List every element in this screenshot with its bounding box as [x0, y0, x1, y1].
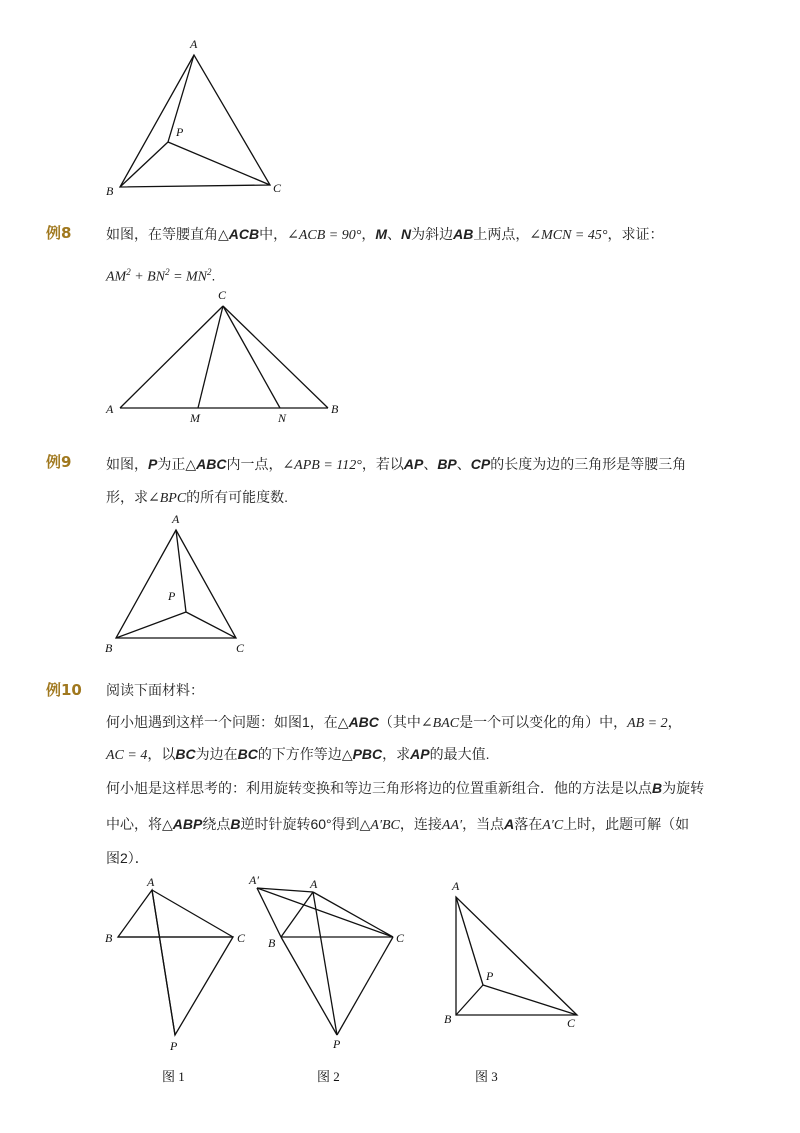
sup: 2 [126, 267, 131, 277]
label-b: B [105, 931, 113, 945]
text: 中心，将 [106, 816, 162, 832]
text: 上两点， [473, 226, 530, 242]
text: 为旋转 [662, 780, 705, 796]
math: CP [470, 456, 491, 472]
text: 为边在 [195, 746, 238, 762]
example-10-label: 例10 [46, 681, 82, 699]
label-b: B [444, 1012, 452, 1026]
math: P [148, 456, 158, 472]
text: 的长度为边的三角形是等腰三角 [490, 456, 687, 472]
math: M [375, 226, 387, 242]
math: ∠BAC [420, 716, 460, 731]
example-10-line-1: 阅读下面材料： [106, 682, 204, 698]
math: AM [106, 269, 127, 285]
math: B [652, 780, 663, 796]
math: A′C [542, 818, 564, 833]
text: 内一点， [226, 456, 283, 472]
sup: 2 [207, 267, 212, 277]
segment-cp [168, 142, 270, 185]
example-8-line-1 [106, 224, 663, 246]
text: ，以 [147, 746, 176, 762]
label-a: A [172, 512, 180, 526]
label-a: A [452, 879, 460, 893]
math: AP [403, 456, 424, 472]
text: 的所有可能度数. [186, 489, 289, 505]
example-10-line-5 [106, 814, 689, 836]
math: AB = 2 [627, 716, 668, 731]
text: 为斜边 [411, 226, 454, 242]
math: AB [453, 226, 474, 242]
figure-2 [245, 870, 420, 1090]
example-10-line-3 [106, 744, 489, 766]
figure-3 [440, 870, 600, 1090]
triangle-abc [120, 55, 270, 187]
segment-ac [152, 890, 233, 937]
example-9-line-2 [106, 487, 288, 509]
label-a: A [310, 877, 318, 891]
sup: 2 [165, 267, 170, 277]
text: （其中 [378, 714, 421, 730]
text: 、 [456, 456, 471, 472]
text: ，求证： [607, 226, 664, 242]
label-c: C [218, 288, 227, 302]
math: ∠BPC [148, 491, 187, 506]
text: 上时，此题可解（如 [563, 816, 690, 832]
text: ， [667, 714, 682, 730]
example-8-line-2 [106, 262, 215, 288]
math: △PBC [341, 746, 383, 762]
math: N [401, 226, 412, 242]
label-b: B [331, 402, 339, 416]
label-p: P [333, 1037, 341, 1051]
segment-bp [116, 612, 186, 638]
text: ，连接 [399, 816, 442, 832]
math: AA′ [441, 818, 463, 833]
math: △ABC [337, 714, 379, 730]
text: . [211, 267, 216, 284]
segment-bp [120, 142, 168, 187]
math: BC [175, 746, 196, 762]
text: 、 [423, 456, 438, 472]
label-b: B [105, 641, 113, 655]
math: BP [437, 456, 457, 472]
math: △ABC [185, 456, 227, 472]
text: 绕点 [202, 816, 231, 832]
figure-1-caption: 图 1 [162, 1069, 185, 1084]
math: AP [410, 746, 430, 762]
text: 中， [259, 226, 288, 242]
label-c: C [236, 641, 245, 655]
math: ∠MCN = 45° [529, 228, 608, 243]
segment-cm [198, 306, 223, 408]
text: 如图，在等腰直角 [106, 226, 218, 242]
math: △ACB [218, 226, 260, 242]
figure-triangle-abc-p-top [100, 35, 300, 200]
label-c: C [237, 931, 246, 945]
label-a: A [147, 875, 155, 889]
math: ∠APB = 112° [282, 458, 362, 473]
math: A [504, 816, 515, 832]
math: △A′BC [359, 818, 400, 833]
text: 为正 [157, 456, 186, 472]
text: 是一个可以变化的角）中， [459, 714, 628, 730]
text: 的下方作等边 [257, 746, 342, 762]
segment-ap [176, 530, 186, 612]
label-b: B [106, 184, 114, 198]
text: 何小旭遇到这样一个问题：如图1，在 [106, 714, 338, 730]
label-a: A [190, 37, 198, 51]
label-c: C [396, 931, 405, 945]
label-a: A [106, 402, 114, 416]
text: 形，求 [106, 489, 148, 505]
text: 何小旭是这样思考的：利用旋转变换和等边三角形将边的位置重新组合．他的方法是以点 [106, 780, 652, 796]
label-b: B [268, 936, 276, 950]
text: 落在 [514, 816, 543, 832]
segment-bc [223, 306, 328, 408]
math: AC = 4 [106, 748, 148, 763]
math: △ABP [162, 816, 203, 832]
figure-example-8 [100, 285, 350, 425]
text: 如图， [106, 456, 148, 472]
math: B [230, 816, 241, 832]
text: 、 [387, 226, 401, 242]
example-9-label: 例9 [46, 453, 72, 471]
label-c: C [273, 181, 282, 195]
label-p: P [176, 125, 184, 139]
segment-ac [313, 892, 393, 937]
example-10-line-6: 图2）． [106, 850, 149, 866]
text: ，当点 [462, 816, 505, 832]
segment-ap [152, 890, 175, 1035]
segment-cp [337, 937, 393, 1035]
math: ∠ACB = 90° [287, 228, 362, 243]
figure-2-caption: 图 2 [317, 1069, 340, 1084]
figure-1 [100, 870, 260, 1090]
segment-cn [223, 306, 280, 408]
text: ， [361, 226, 376, 242]
text: ，若以 [361, 456, 404, 472]
triangle-abc [116, 530, 236, 638]
example-10-line-2 [106, 712, 682, 734]
figure-3-caption: 图 3 [475, 1069, 498, 1084]
label-n: N [278, 411, 287, 425]
label-p: P [168, 589, 176, 603]
text: ，求 [382, 746, 411, 762]
figure-example-9 [100, 510, 260, 660]
example-9-line-1 [106, 454, 686, 476]
example-10-line-4 [106, 778, 704, 798]
math: BC [237, 746, 258, 762]
math: = MN [169, 269, 208, 285]
text: 逆时针旋转60°得到 [240, 816, 360, 832]
label-m: M [190, 411, 200, 425]
math: + BN [130, 269, 166, 285]
segment-cp [483, 985, 577, 1015]
example-8-label: 例8 [46, 224, 72, 242]
segment-ac [120, 306, 223, 408]
label-p: P [170, 1039, 178, 1053]
text: 的最大值. [429, 746, 490, 762]
segment-bp [456, 985, 483, 1015]
label-a-prime: A′ [249, 873, 259, 887]
quad-abpc [118, 890, 233, 1035]
label-c: C [567, 1016, 576, 1030]
label-p: P [486, 969, 494, 983]
